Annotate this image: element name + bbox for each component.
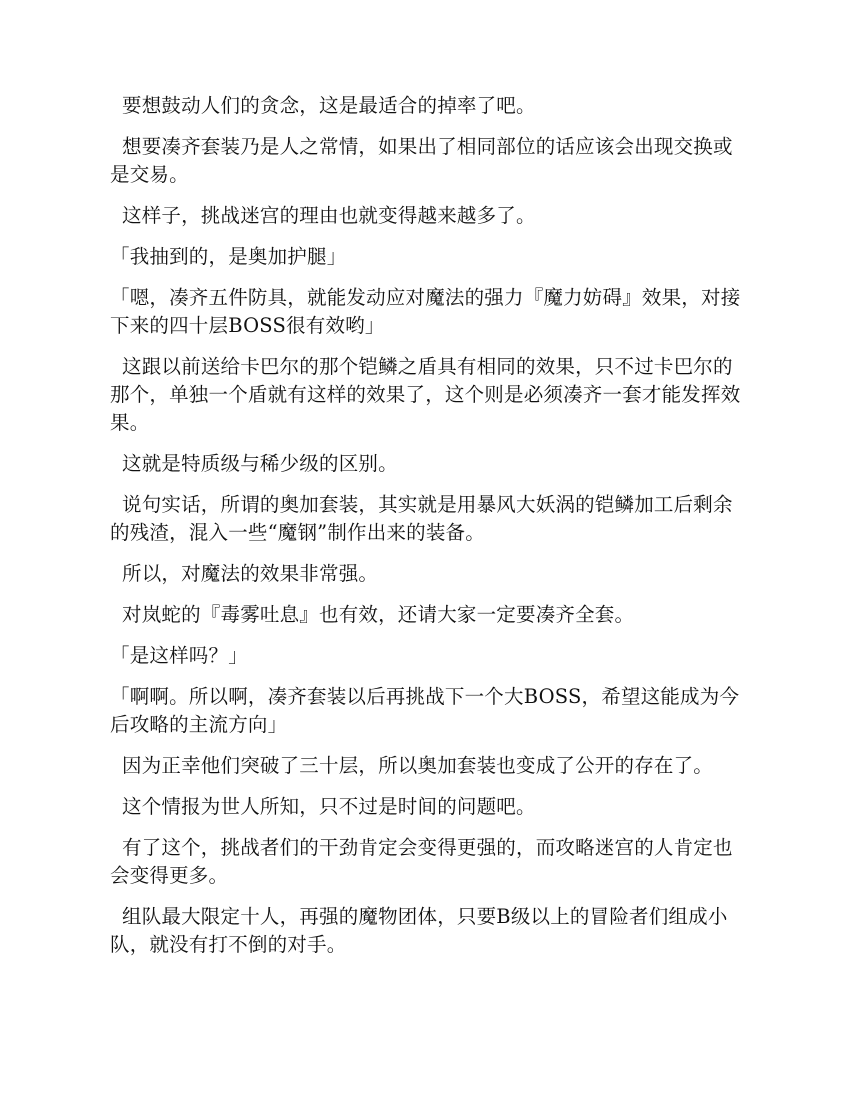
- paragraph: 这跟以前送给卡巴尔的那个铠鳞之盾具有相同的效果，只不过卡巴尔的那个，单独一个盾就有这样的效果了，这个则是必须凑齐一套才能发挥效果。: [110, 355, 741, 434]
- paragraph: 所以，对魔法的效果非常强。: [122, 562, 379, 585]
- dialogue-line: 「啊啊。所以啊，凑齐套装以后再挑战下一个大BOSS，希望这能成为今后攻略的主流方向」: [110, 685, 740, 736]
- dialogue-line: 「嗯，凑齐五件防具，就能发动应对魔法的强力『魔力妨碍』效果，对接下来的四十层BOSS很有效哟」: [110, 286, 741, 337]
- paragraph: 因为正幸他们突破了三十层，所以奥加套装也变成了公开的存在了。: [122, 754, 714, 777]
- paragraph: 这就是特质级与稀少级的区别。: [122, 452, 398, 475]
- paragraph: 要想鼓动人们的贪念，这是最适合的掉率了吧。: [122, 94, 536, 117]
- paragraph: 这样子，挑战迷宫的理由也就变得越来越多了。: [122, 204, 536, 227]
- paragraph: 对岚蛇的『毒雾吐息』也有效，还请大家一定要凑齐全套。: [122, 603, 635, 626]
- document-body: [110, 92, 750, 972]
- paragraph: 有了这个，挑战者们的干劲肯定会变得更强的，而攻略迷宫的人肯定也会变得更多。: [110, 836, 733, 887]
- paragraph: 组队最大限定十人，再强的魔物团体，只要B级以上的冒险者们组成小队，就没有打不倒的对手。: [110, 905, 728, 956]
- paragraph: 想要凑齐套装乃是人之常情，如果出了相同部位的话应该会出现交换或是交易。: [110, 135, 733, 186]
- paragraph: 说句实话，所谓的奥加套装，其实就是用暴风大妖涡的铠鳞加工后剩余的残渣，混入一些“魔钢”制作出来的装备。: [110, 493, 733, 544]
- dialogue-line: 「是这样吗？」: [110, 644, 248, 667]
- dialogue-line: 「我抽到的，是奥加护腿」: [110, 245, 347, 268]
- paragraph: 这个情报为世人所知，只不过是时间的问题吧。: [122, 795, 536, 818]
